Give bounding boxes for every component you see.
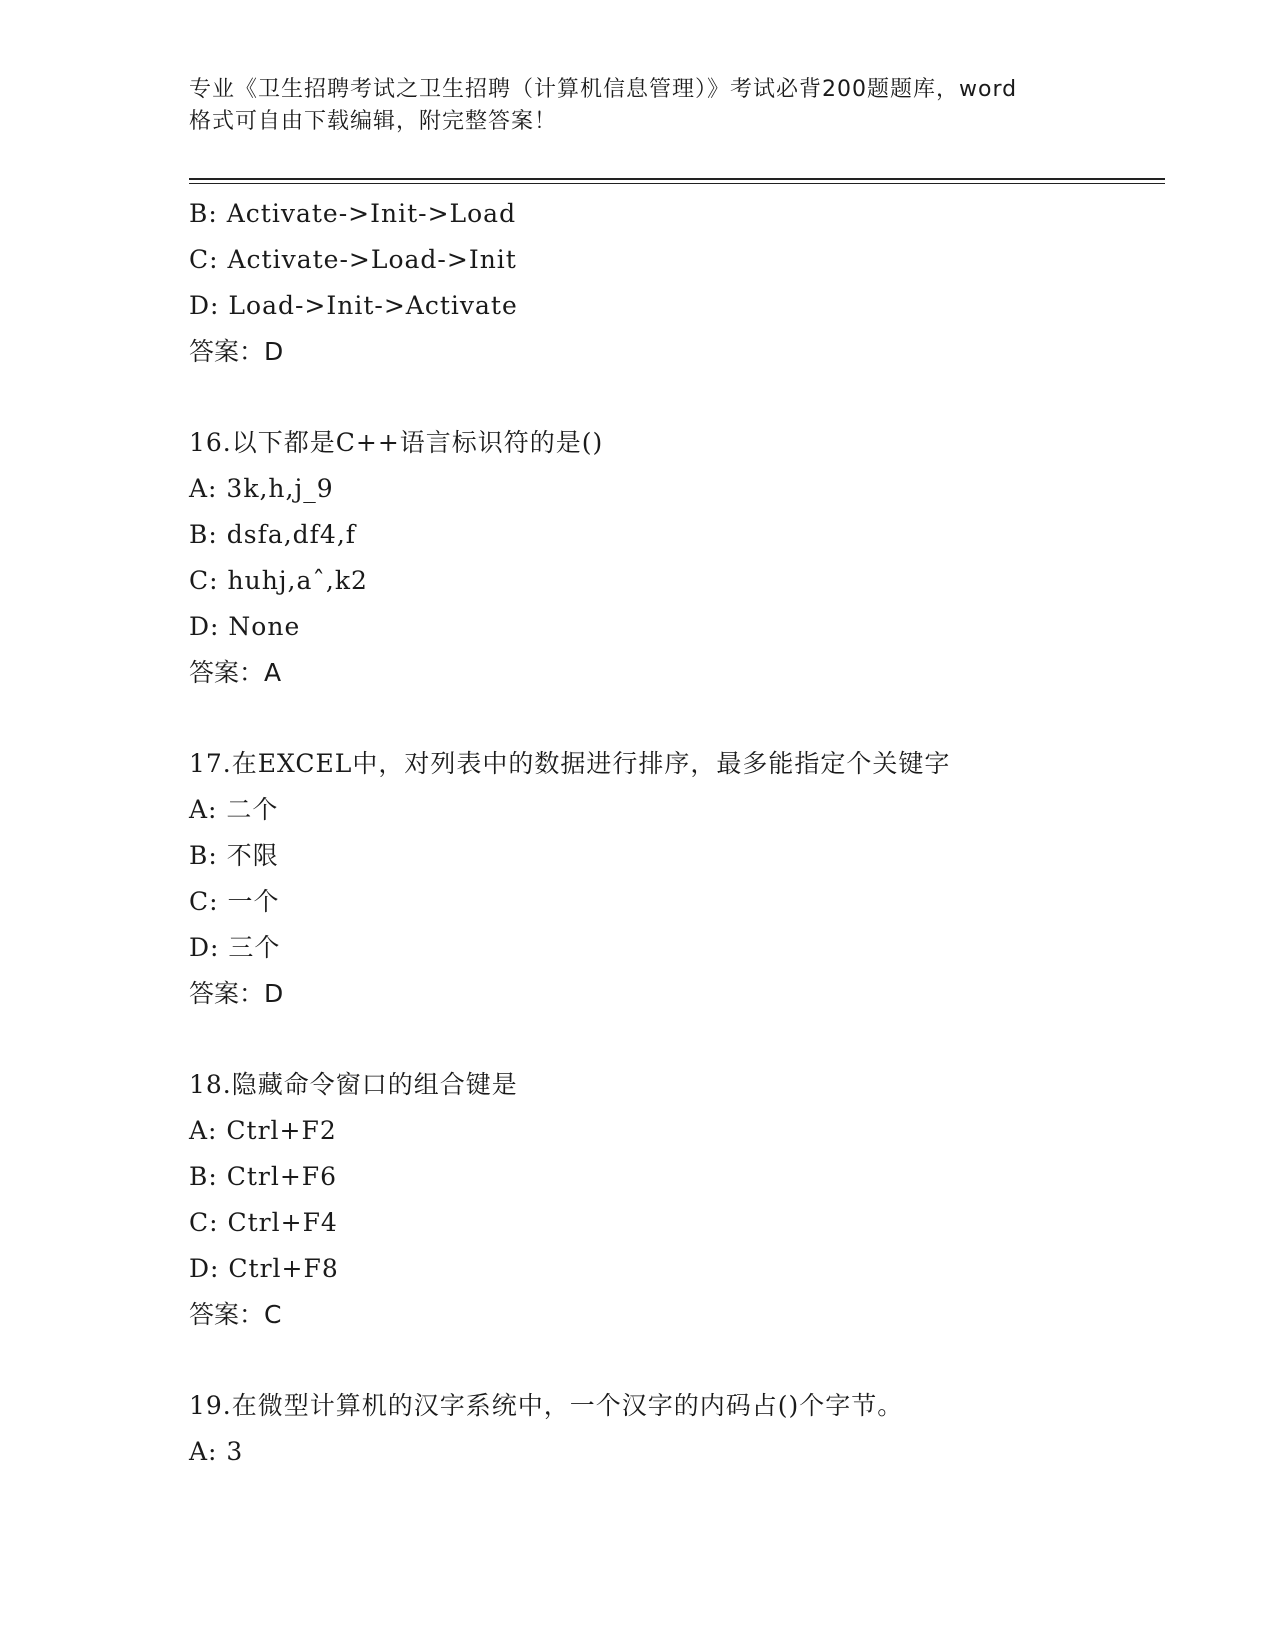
option-d: D: None (189, 612, 301, 641)
option-a: A: 3 (189, 1437, 244, 1466)
option-b: B: Activate->Init->Load (189, 199, 517, 228)
question-16 (189, 420, 1165, 696)
question-stem: 19.在微型计算机的汉字系统中，一个汉字的内码占()个字节。 (189, 1391, 904, 1420)
option-d: D: Ctrl+F8 (189, 1254, 339, 1283)
answer-line: 答案：A (189, 658, 282, 687)
answer-line: 答案：C (189, 1300, 282, 1329)
header-divider-thin (189, 183, 1165, 184)
answer-line: 答案：D (189, 337, 284, 366)
option-b: B: 不限 (189, 841, 279, 870)
header-line-2: 格式可自由下载编辑，附完整答案！ (189, 109, 558, 134)
question-19 (189, 1383, 1165, 1475)
option-d: D: 三个 (189, 933, 281, 962)
question-15-continued (189, 191, 1165, 375)
option-c: C: Ctrl+F4 (189, 1208, 338, 1237)
question-stem: 18.隐藏命令窗口的组合键是 (189, 1070, 518, 1099)
answer-line: 答案：D (189, 979, 284, 1008)
question-18 (189, 1062, 1165, 1338)
option-a: A: 3k,h,j_9 (189, 474, 334, 503)
header-line-1: 专业《卫生招聘考试之卫生招聘（计算机信息管理）》考试必背200题题库，word (189, 77, 1018, 102)
option-a: A: Ctrl+F2 (189, 1116, 337, 1145)
option-b: B: dsfa,df4,f (189, 520, 357, 549)
question-stem: 16.以下都是C++语言标识符的是() (189, 428, 604, 457)
option-c: C: huhj,aˆ,k2 (189, 566, 368, 595)
question-list (189, 191, 1165, 1475)
option-b: B: Ctrl+F6 (189, 1162, 338, 1191)
option-c: C: 一个 (189, 887, 280, 916)
question-stem: 17.在EXCEL中，对列表中的数据进行排序，最多能指定个关键字 (189, 749, 951, 778)
question-17 (189, 741, 1165, 1017)
option-d: D: Load->Init->Activate (189, 291, 518, 320)
option-a: A: 二个 (189, 795, 279, 824)
option-c: C: Activate->Load->Init (189, 245, 517, 274)
document-header (189, 74, 1089, 138)
header-divider-thick (189, 178, 1165, 180)
